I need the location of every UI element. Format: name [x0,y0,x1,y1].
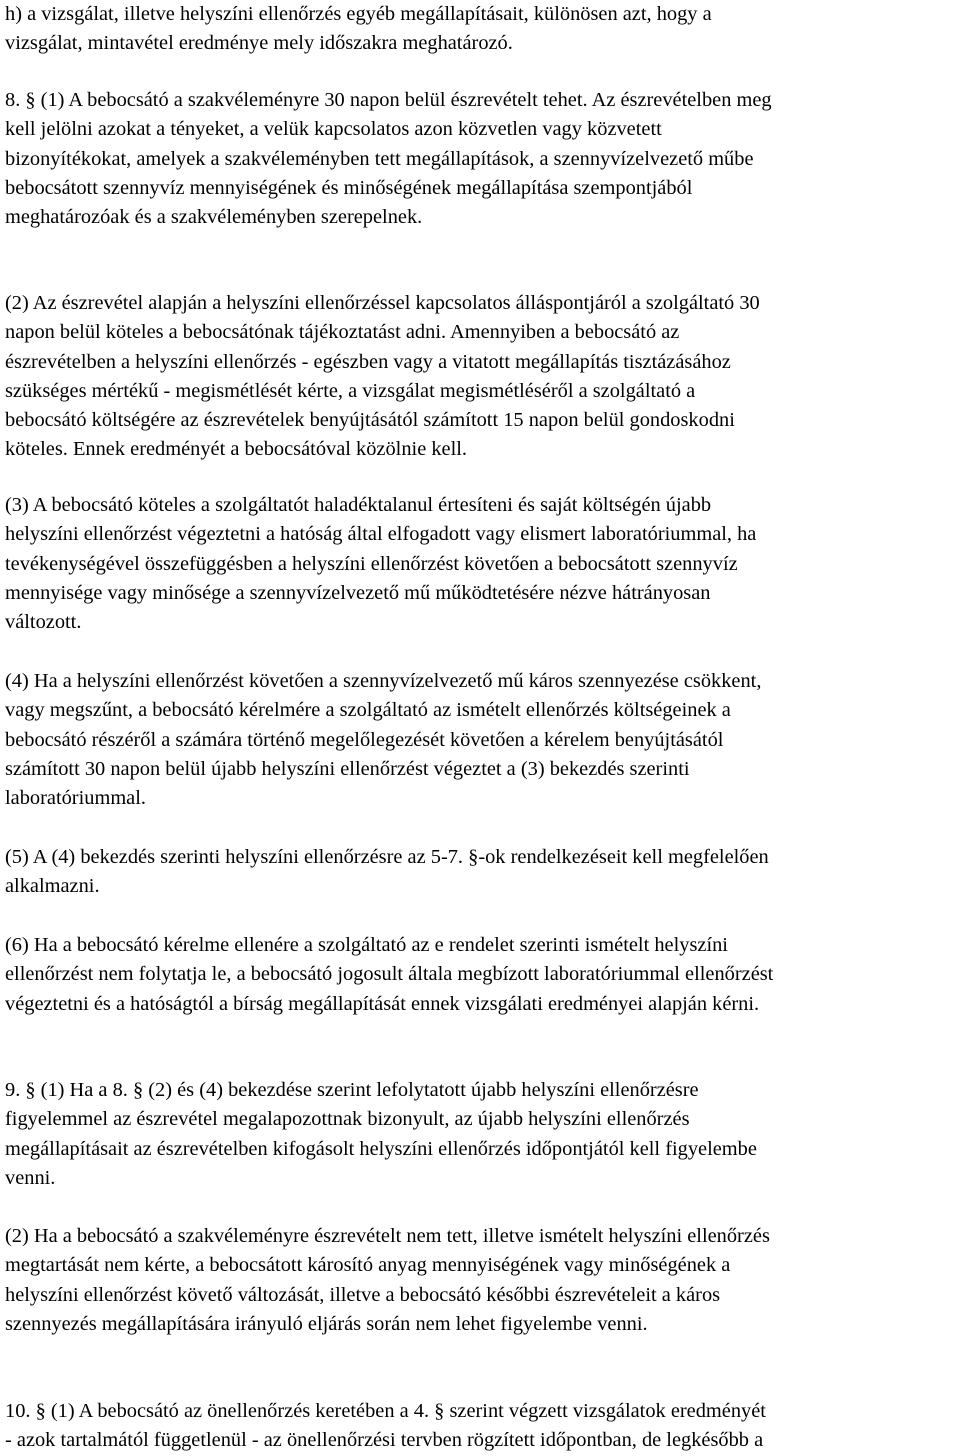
text-line: szennyezés megállapítására irányuló eljárás során nem lehet figyelembe venni. [5,1312,648,1335]
text-line: megtartását nem kérte, a bebocsátott károsító anyag mennyiségének vagy minőségének a [5,1254,731,1277]
text-line: - azok tartalmától függetlenül - az önellenőrzési tervben rögzített időpontban, de legkésőbb a [5,1429,764,1452]
text-line: (2) Az észrevétel alapján a helyszíni ellenőrzéssel kapcsolatos álláspontjáról a szolgáltató 30 [5,292,760,314]
text-line: alkalmazni. [5,875,100,898]
paragraph-9-2 [5,1222,770,1339]
text-line: számított 30 napon belül újabb helyszíni ellenőrzést végeztet a (3) bekezdés szerinti [5,757,690,780]
text-line: bebocsátott szennyvíz mennyiségének és minőségének megállapítása szempontjából [5,176,693,199]
text-line: helyszíni ellenőrzést végeztetni a hatóság által elfogadott vagy elismert laboratóriummal, ha [5,523,757,546]
text-line: h) a vizsgálat, illetve helyszíni ellenőrzés egyéb megállapításait, különösen azt, hogy a [5,3,712,25]
text-line: venni. [5,1166,56,1189]
paragraph-8-6 [5,931,773,1019]
text-line: vagy megszűnt, a bebocsátó kérelmére a szolgáltató az ismételt ellenőrzés költségeinek a [5,699,731,722]
paragraph-10-1 [5,1397,766,1456]
text-line: bebocsátó részéről a számára történő megelőlegezését követően a kérelem benyújtásától [5,728,724,751]
paragraph-9-1 [5,1076,757,1193]
text-line: (2) Ha a bebocsátó a szakvéleményre észrevételt nem tett, illetve ismételt helyszíni ellenőrzés [5,1225,770,1247]
text-line: kell jelölni azokat a tényeket, a velük kapcsolatos azon közvetlen vagy közvetett [5,118,662,141]
text-line: vizsgálat, mintavétel eredménye mely időszakra meghatározó. [5,32,513,55]
text-line: napon belül köteles a bebocsátónak tájékoztatást adni. Amennyiben a bebocsátó az [5,321,680,344]
text-line: (4) Ha a helyszíni ellenőrzést követően a szennyvízelvezető mű káros szennyezése csökkent, [5,670,762,692]
paragraph-8-4 [5,667,761,813]
text-line: figyelemmel az észrevétel megalapozottnak bizonyult, az újabb helyszíni ellenőrzés [5,1108,690,1131]
paragraph-8-3 [5,491,756,637]
paragraph-8-5 [5,843,769,902]
text-line: bebocsátó költségére az észrevételek benyújtásától számított 15 napon belül gondoskodni [5,409,735,432]
text-line: megállapításait az észrevételben kifogásolt helyszíni ellenőrzés időpontjától kell figyelembe [5,1137,757,1160]
text-line: (5) A (4) bekezdés szerinti helyszíni ellenőrzésre az 5-7. §-ok rendelkezéseit kell megfelelően [5,846,769,868]
text-line: 8. § (1) A bebocsátó a szakvéleményre 30 napon belül észrevételt tehet. Az észrevételben meg [5,89,772,111]
text-line: (6) Ha a bebocsátó kérelme ellenére a szolgáltató az e rendelet szerinti ismételt helyszíni [5,934,728,956]
text-line: tevékenységével összefüggésben a helyszíni ellenőrzést követően a bebocsátott szennyvíz [5,552,738,575]
text-line: helyszíni ellenőrzést követő változását, illetve a bebocsátó későbbi észrevételeit a káros [5,1283,721,1306]
text-line: végeztetni és a hatóságtól a bírság megállapítását ennek vizsgálati eredményei alapján kérni. [5,992,760,1015]
text-line: észrevételben a helyszíni ellenőrzés - egészben vagy a vitatott megállapítás tisztázásához [5,350,731,373]
text-line: szükséges mértékű - megismétlését kérte, a vizsgálat megismétléséről a szolgáltató a [5,379,696,402]
paragraph-8-1 [5,86,772,232]
text-line: laboratóriummal. [5,787,146,810]
text-line: ellenőrzést nem folytatja le, a bebocsátó jogosult általa megbízott laboratóriummal ellenőrzést [5,963,774,986]
text-line: 9. § (1) Ha a 8. § (2) és (4) bekezdése szerint lefolytatott újabb helyszíni ellenőrzésre [5,1079,699,1101]
paragraph-h [5,0,712,59]
text-line: mennyisége vagy minősége a szennyvízelvezető mű működtetésére nézve hátrányosan [5,581,711,604]
text-line: (3) A bebocsátó köteles a szolgáltatót haladéktalanul értesíteni és saját költségén újabb [5,494,712,516]
text-line: változott. [5,611,82,634]
paragraph-8-2 [5,289,760,465]
text-line: meghatározóak és a szakvéleményben szerepelnek. [5,206,423,229]
text-line: 10. § (1) A bebocsátó az önellenőrzés keretében a 4. § szerint végzett vizsgálatok eredményét [5,1400,766,1422]
text-line: bizonyítékokat, amelyek a szakvéleményben tett megállapítások, a szennyvízelvezető műbe [5,147,754,170]
text-line: köteles. Ennek eredményét a bebocsátóval közölnie kell. [5,438,468,461]
